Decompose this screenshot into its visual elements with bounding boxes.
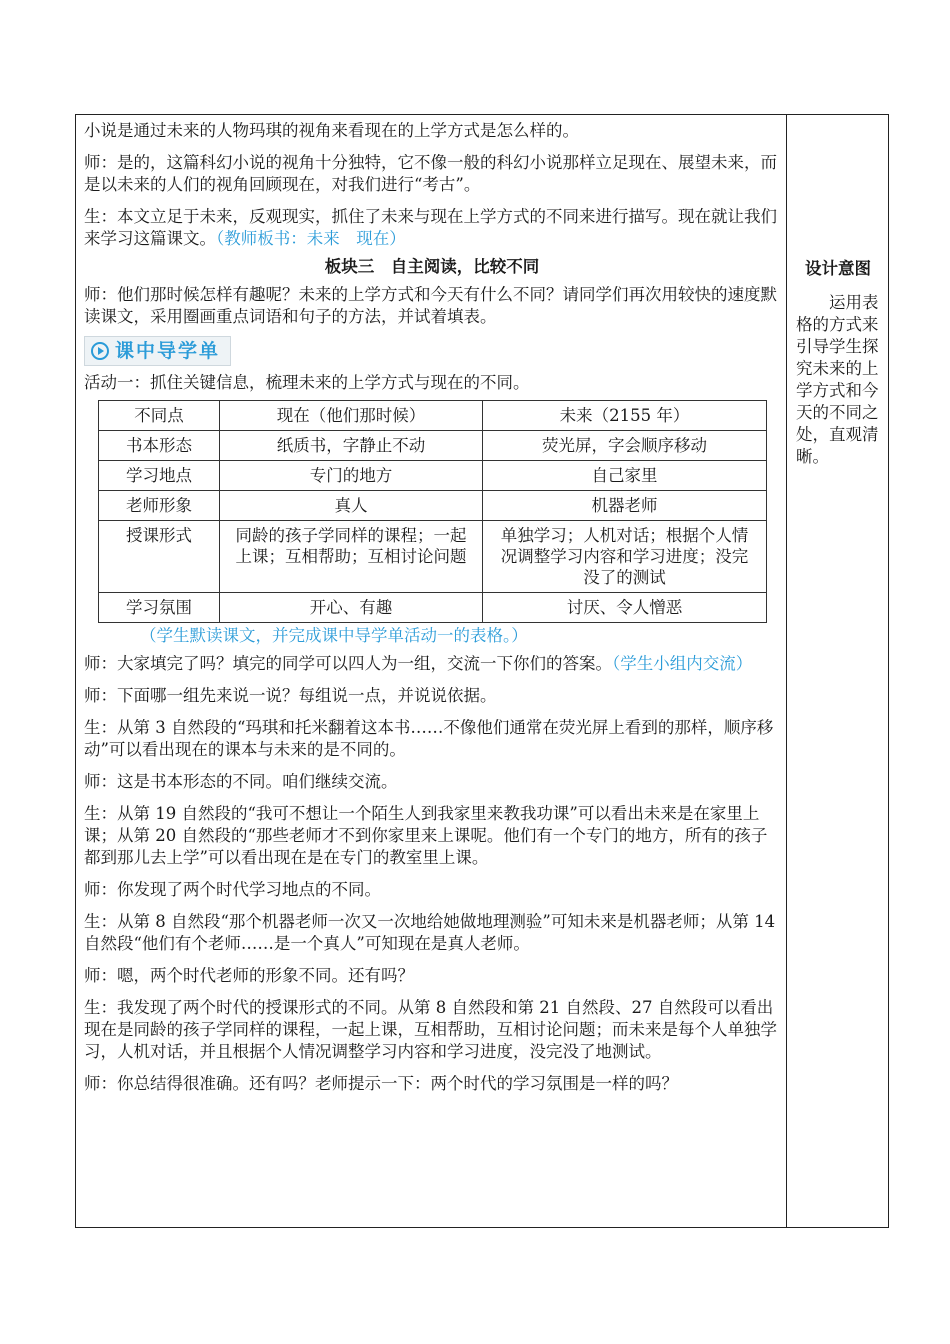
board-note: （教师板书：未来 现在） xyxy=(216,229,406,248)
table-cell: 讨厌、令人憎恶 xyxy=(483,593,767,623)
section-heading: 板块三 自主阅读，比较不同 xyxy=(324,257,540,276)
table-cell: 学习地点 xyxy=(99,461,220,491)
table-row xyxy=(99,521,767,593)
dialogue-line: 生：我发现了两个时代的授课形式的不同。从第 8 自然段和第 21 自然段、27 自然段可以看出现在是同龄的孩子学同样的课程，一起上课，互相帮助，互相讨论问题；而未来是每个人单独学习，人机对话，并且根据个人情况调整学习内容和学习进度，没完没了地测试。 xyxy=(84,998,777,1061)
dialogue-line: 师：嗯，两个时代老师的形象不同。还有吗？ xyxy=(84,966,414,985)
table-row xyxy=(99,593,767,623)
table-cell: 单独学习；人机对话；根据个人情况调整学习内容和学习进度；没完没了的测试 xyxy=(483,521,767,593)
table-row xyxy=(99,431,767,461)
dialogue-line: 师：下面哪一组先来说一说？每组说一点，并说说依据。 xyxy=(84,686,497,705)
dialogue-line: 师：你总结得很准确。还有吗？老师提示一下：两个时代的学习氛围是一样的吗？ xyxy=(84,1074,678,1093)
table-cell: 授课形式 xyxy=(99,521,220,593)
play-icon xyxy=(91,342,109,360)
table-header-cell: 现在（他们那时候） xyxy=(220,401,483,431)
sidebar-text xyxy=(792,292,884,468)
table-cell: 学习氛围 xyxy=(99,593,220,623)
table-note: （学生默读课文，并完成课中导学单活动一的表格。） xyxy=(140,626,528,645)
table-cell: 书本形态 xyxy=(99,431,220,461)
paragraph: 小说是通过未来的人物玛琪的视角来看现在的上学方式是怎么样的。 xyxy=(84,121,579,140)
intro-paragraph: 师：他们那时候怎样有趣呢？未来的上学方式和今天有什么不同？请同学们再次用较快的速度默读课文，采用圈画重点词语和句子的方法，并试着填表。 xyxy=(84,285,777,326)
table-cell: 同龄的孩子学同样的课程；一起上课；互相帮助；互相讨论问题 xyxy=(220,521,483,593)
table-cell: 机器老师 xyxy=(483,491,767,521)
dialogue-line: 生：从第 8 自然段“那个机器老师一次又一次地给她做地理测验”可知未来是机器老师；从第 14 自然段“他们有个老师……是一个真人”可知现在是真人老师。 xyxy=(84,912,776,953)
table-cell: 荧光屏，字会顺序移动 xyxy=(483,431,767,461)
dialogue-line: 师：这是书本形态的不同。咱们继续交流。 xyxy=(84,772,398,791)
table-row xyxy=(99,491,767,521)
table-cell: 自己家里 xyxy=(483,461,767,491)
column-divider xyxy=(786,114,787,1228)
table-header-cell: 未来（2155 年） xyxy=(483,401,767,431)
activity-text: 活动一：抓住关键信息，梳理未来的上学方式与现在的不同。 xyxy=(84,373,530,392)
table-cell: 专门的地方 xyxy=(220,461,483,491)
table-row xyxy=(99,461,767,491)
dialogue-text: 师：大家填完了吗？填完的同学可以四人为一组，交流一下你们的答案。 xyxy=(84,654,612,673)
dialogue-line xyxy=(84,653,780,675)
table-header-row xyxy=(99,401,767,431)
comparison-table xyxy=(98,400,767,623)
dialogue-line: 师：你发现了两个时代学习地点的不同。 xyxy=(84,880,381,899)
sidebar-body: 运用表格的方式来引导学生探究未来的上学方式和今天的不同之处，直观清晰。 xyxy=(796,293,879,466)
sidebar-title: 设计意图 xyxy=(805,259,871,278)
lesson-main-column xyxy=(84,114,780,1095)
dialogue-note: （学生小组内交流） xyxy=(612,654,753,673)
dialogue-line: 生：从第 3 自然段的“玛琪和托米翻着这本书……不像他们通常在荧光屏上看到的那样，顺序移动”可以看出现在的课本与未来的是不同的。 xyxy=(84,718,774,759)
table-cell: 老师形象 xyxy=(99,491,220,521)
banner-label: 课中导学单 xyxy=(115,340,221,362)
paragraph: 师：是的，这篇科幻小说的视角十分独特，它不像一般的科幻小说那样立足现在、展望未来，而是以未来的人们的视角回顾现在，对我们进行“考古”。 xyxy=(84,153,777,194)
table-cell: 真人 xyxy=(220,491,483,521)
guide-banner xyxy=(84,336,231,366)
design-intent-column xyxy=(792,258,884,468)
table-cell: 开心、有趣 xyxy=(220,593,483,623)
table-cell: 纸质书，字静止不动 xyxy=(220,431,483,461)
dialogue-line: 生：从第 19 自然段的“我可不想让一个陌生人到我家里来教我功课”可以看出未来是在家里上课；从第 20 自然段的“那些老师才不到你家里来上课呢。他们有一个专门的地方，所有的孩子都到那儿去上学”可以看出现在是在专门的教室里上课。 xyxy=(84,804,768,867)
paragraph xyxy=(84,206,780,250)
paragraph-text: 生：本文立足于未来，反观现实，抓住了未来与现在上学方式的不同来进行描写。现在就让我们来学习这篇课文。 xyxy=(84,207,777,248)
table-header-cell: 不同点 xyxy=(99,401,220,431)
